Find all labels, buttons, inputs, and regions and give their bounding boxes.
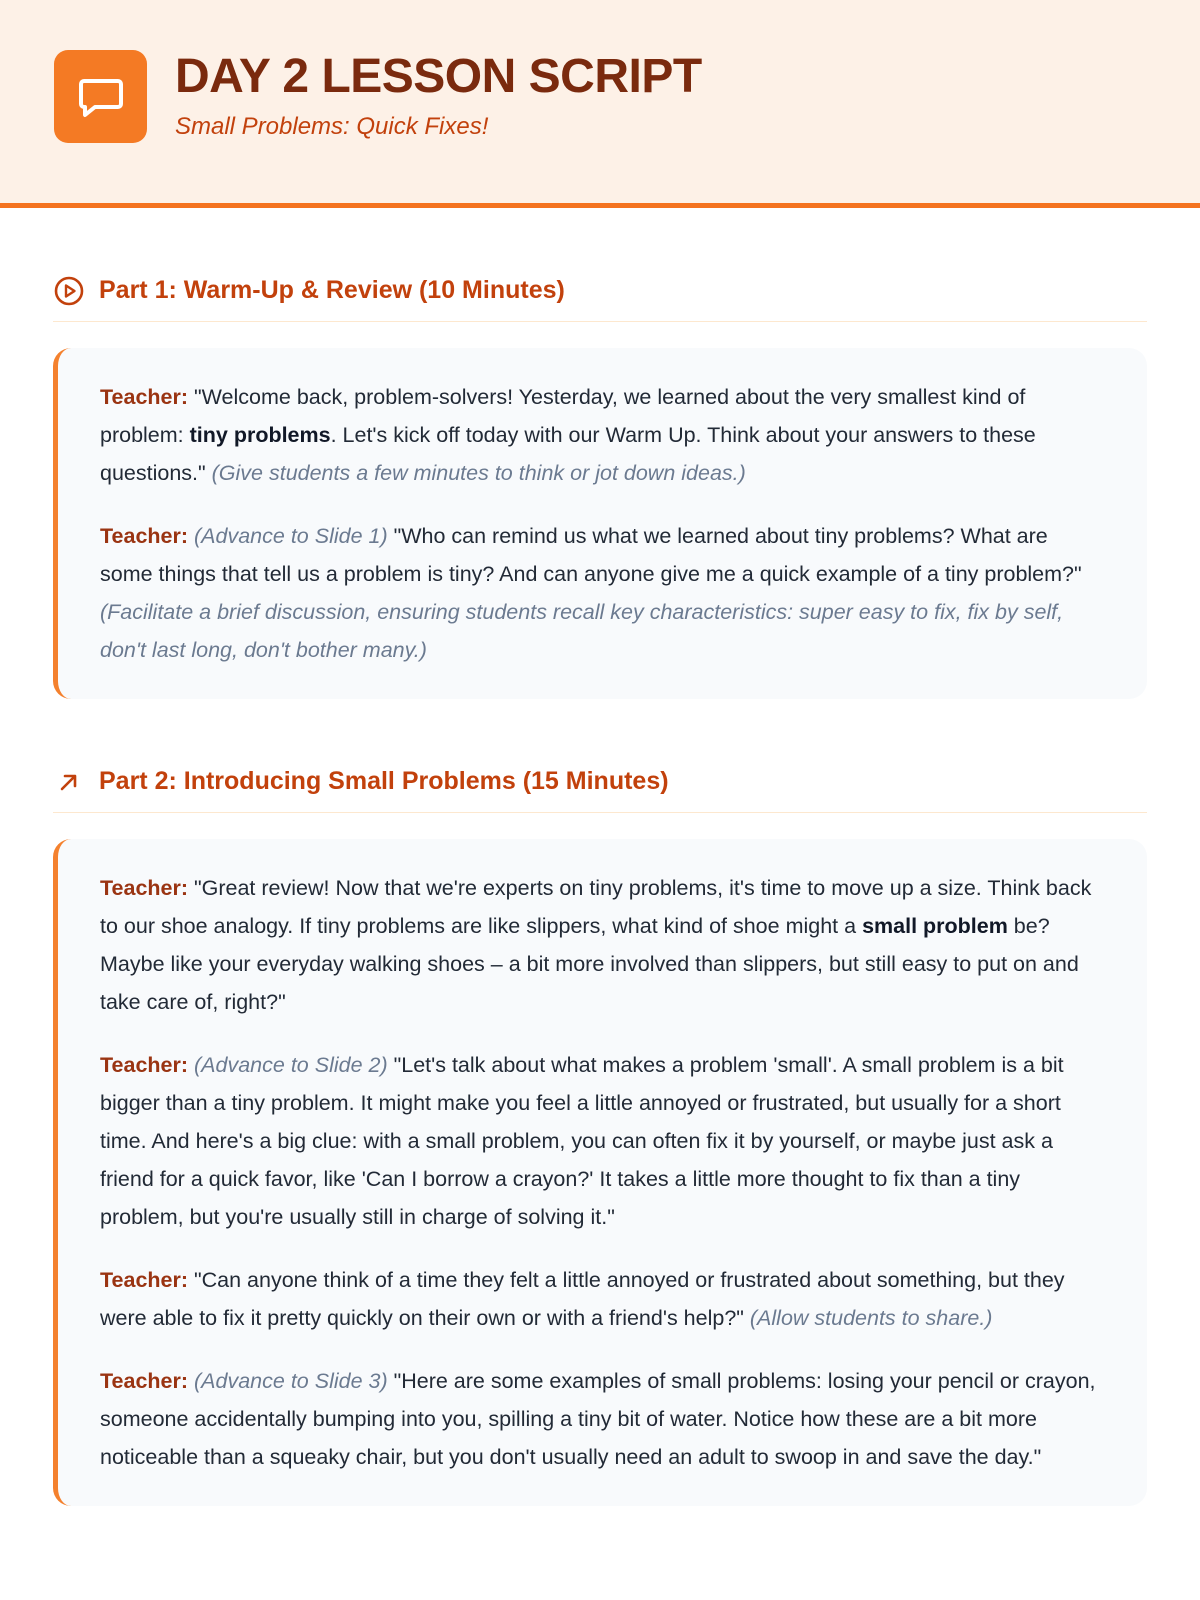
section-1-title: Part 1: Warm-Up & Review (10 Minutes) — [99, 276, 565, 304]
lesson-content — [0, 208, 1200, 1506]
speaker-label: Teacher: — [100, 1369, 189, 1393]
logo-badge — [54, 50, 147, 143]
arrow-up-right-icon — [53, 766, 85, 798]
section-2-title: Part 2: Introducing Small Problems (15 Minutes) — [99, 767, 669, 795]
speaker-label: Teacher: — [100, 385, 189, 409]
speaker-label: Teacher: — [100, 1053, 189, 1077]
script-paragraph — [100, 1261, 1105, 1337]
key-term: tiny problems — [189, 423, 331, 447]
dialogue-text: "Welcome back, problem-solvers! Yesterday, we learned about the very smallest kind of problem: — [100, 385, 1026, 447]
script-paragraph — [100, 378, 1105, 492]
play-circle-icon — [53, 275, 85, 307]
page-subtitle: Small Problems: Quick Fixes! — [175, 112, 489, 140]
dialogue-text: "Can anyone think of a time they felt a little annoyed or frustrated about something, but they were able to fix it pretty quickly on their own or with a friend's help?" — [100, 1268, 1065, 1330]
section-1-heading — [53, 260, 1147, 322]
stage-direction: (Give students a few minutes to think or jot down ideas.) — [211, 461, 746, 485]
speaker-label: Teacher: — [100, 876, 189, 900]
dialogue-text: . Let's kick off today with our Warm Up. Think about your answers to these questions." — [100, 423, 1036, 485]
key-term: small problem — [862, 914, 1008, 938]
section-2-heading — [53, 751, 1147, 813]
dialogue-text: be? Maybe like your everyday walking shoes – a bit more involved than slippers, but still easy to put on and take care of, right?" — [100, 914, 1079, 1014]
dialogue-text: "Let's talk about what makes a problem 'small'. A small problem is a bit bigger than a tiny problem. It might make you feel a little annoyed or frustrated, but usually for a short time. And here's a big clue: with a small problem, you can often fix it by yourself, or maybe just ask a friend for a quick favor, like 'Can I borrow a crayon?' It takes a little more thought to fix than a tiny problem, but you're usually still in charge of solving it." — [100, 1053, 1064, 1229]
speaker-label: Teacher: — [100, 524, 189, 548]
script-paragraph — [100, 1362, 1105, 1476]
stage-direction: (Advance to Slide 1) — [194, 524, 388, 548]
dialogue-text: "Here are some examples of small problems: losing your pencil or crayon, someone accidentally bumping into you, spilling a tiny bit of water. Notice how these are a bit more noticeable than a squeaky chair, but you don't usually need an adult to swoop in and save the day." — [100, 1369, 1096, 1469]
dialogue-text: "Great review! Now that we're experts on tiny problems, it's time to move up a size. Think back to our shoe analogy. If tiny problems are like slippers, what kind of shoe might a — [100, 876, 1092, 938]
page-header — [0, 0, 1200, 208]
speaker-label: Teacher: — [100, 1268, 189, 1292]
script-paragraph — [100, 869, 1105, 1021]
script-paragraph — [100, 517, 1105, 669]
section-1-script-card — [53, 348, 1147, 699]
stage-direction: (Advance to Slide 3) — [194, 1369, 388, 1393]
script-paragraph — [100, 1046, 1105, 1236]
section-2-script-card — [53, 839, 1147, 1506]
stage-direction: (Allow students to share.) — [749, 1306, 993, 1330]
stage-direction: (Advance to Slide 2) — [194, 1053, 388, 1077]
chat-bubble-icon — [75, 71, 127, 123]
page-title: DAY 2 LESSON SCRIPT — [175, 50, 702, 104]
dialogue-text: "Who can remind us what we learned about tiny problems? What are some things that tell us a problem is tiny? And can anyone give me a quick example of a tiny problem?" — [100, 524, 1082, 586]
stage-direction: (Facilitate a brief discussion, ensuring students recall key characteristics: super easy to fix, fix by self, don't last long, don't bother many.) — [100, 600, 1064, 662]
